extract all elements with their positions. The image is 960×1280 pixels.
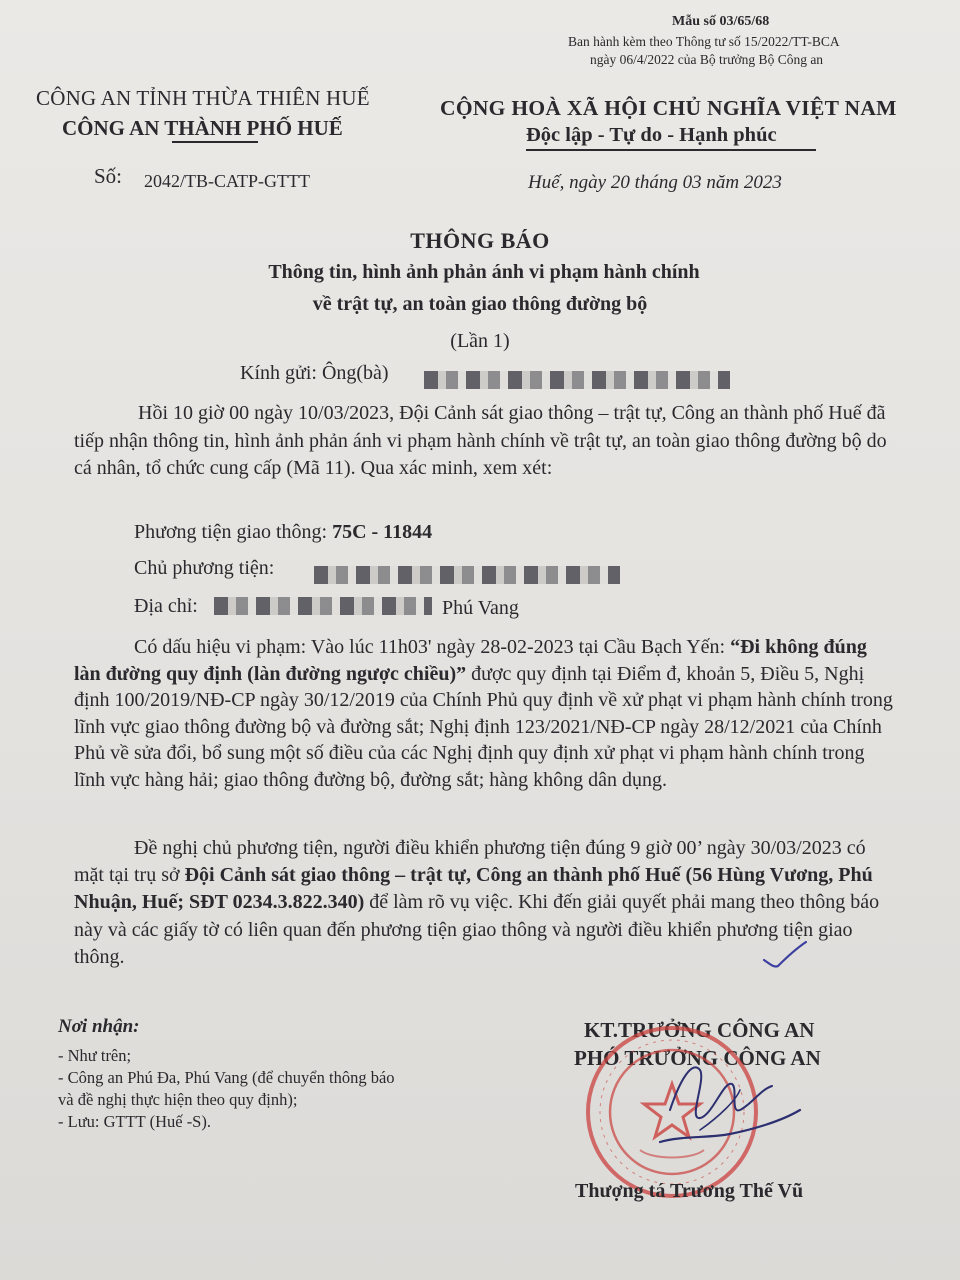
- request-end: để làm rõ vụ việc. Khi đến giải quyết phải mang theo thông báo này và các giấy tờ có liên quan đến phương tiện giao thông và người điều khiển phương tiện giao thông.: [74, 891, 880, 968]
- violation-name: “Đi không đúng làn đường quy định (làn đường ngược chiều)”: [74, 636, 867, 685]
- doc-number: 2042/TB-CATP-GTTT: [144, 171, 310, 191]
- recipients-title: Nơi nhận:: [58, 1016, 140, 1037]
- signature-title-1: KT.TRƯỞNG CÔNG AN: [584, 1018, 815, 1042]
- owner-label: Chủ phương tiện:: [134, 557, 275, 579]
- redacted-owner: [314, 566, 620, 584]
- form-number: Mẫu số 03/65/68: [672, 14, 770, 29]
- agency-parent: CÔNG AN TỈNH THỪA THIÊN HUẾ: [36, 86, 370, 110]
- document-title: THÔNG BÁO: [410, 228, 550, 253]
- document-subtitle-1: Thông tin, hình ảnh phản ánh vi phạm hành chính: [268, 261, 700, 283]
- intro-text: Hồi 10 giờ 00 ngày 10/03/2023, Đội Cảnh sát giao thông – trật tự, Công an thành phố Huế đã tiếp nhận thông tin, hình ảnh phản ánh vi phạm hành chính về trật tự, an toàn giao thông đường bộ do cá nhân, tổ chức cung cấp (Mã 11). Qua xác minh, xem xét:: [74, 402, 887, 479]
- vehicle-field: [134, 521, 432, 544]
- signature-title-2: PHÓ TRƯỞNG CÔNG AN: [574, 1046, 821, 1070]
- redacted-address: [214, 597, 432, 615]
- recipient-item: - Lưu: GTTT (Huế -S).: [58, 1112, 211, 1131]
- motto-underline: [526, 149, 816, 151]
- violation-intro: Có dấu hiệu vi phạm: Vào lúc 11h03' ngày 28-02-2023 tại Cầu Bạch Yến:: [134, 636, 726, 658]
- place-date: Huế, ngày 20 tháng 03 năm 2023: [528, 172, 782, 193]
- signer-name: Thượng tá Trương Thế Vũ: [575, 1180, 804, 1202]
- address-label: Địa chỉ:: [134, 595, 198, 617]
- vehicle-label: Phương tiện giao thông:: [134, 521, 328, 543]
- request-start: Đề nghị chủ phương tiện, người điều khiển phương tiện đúng 9 giờ 00’ ngày 30/03/2023 có mặt tại trụ sở: [74, 837, 866, 887]
- intro-paragraph: [74, 400, 894, 483]
- document-subtitle-2: về trật tự, an toàn giao thông đường bộ: [312, 293, 648, 315]
- doc-number-label: Số:: [94, 164, 123, 188]
- agency-underline: [172, 141, 258, 143]
- recipient-item: và đề nghị thực hiện theo quy định);: [58, 1090, 298, 1109]
- vehicle-plate: 75C - 11844: [332, 521, 433, 543]
- address-suffix: Phú Vang: [442, 597, 519, 619]
- agency-name: CÔNG AN THÀNH PHỐ HUẾ: [62, 116, 343, 140]
- redacted-addressee: [424, 371, 730, 389]
- recipient-item: - Công an Phú Đa, Phú Vang (để chuyển thông báo: [58, 1068, 395, 1087]
- form-issued-line-1: Ban hành kèm theo Thông tư số 15/2022/TT-BCA: [568, 34, 840, 49]
- national-motto: Độc lập - Tự do - Hạnh phúc: [526, 124, 777, 146]
- attempt-number: (Lần 1): [450, 330, 510, 352]
- addressee-label: Kính gửi: Ông(bà): [240, 362, 389, 384]
- recipient-item: - Như trên;: [58, 1046, 132, 1065]
- nation-name: CỘNG HOÀ XÃ HỘI CHỦ NGHĨA VIỆT NAM: [440, 96, 897, 120]
- request-paragraph: [74, 835, 892, 971]
- violation-legal: được quy định tại Điểm đ, khoản 5, Điều 5, Nghị định 100/2019/NĐ-CP ngày 30/12/2019 của Chính Phủ quy định về xử phạt vi phạm hành chính trong lĩnh vực giao thông đường bộ và đường sắt; Nghị định 123/2021/NĐ-CP ngày 28/12/2021 của Chính Phủ về sửa đổi, bổ sung một số điều của các Nghị định quy định xử phạt vi phạm hành chính trong lĩnh vực hàng hải; giao thông đường bộ, đường sắt; hàng không dân dụng.: [74, 662, 893, 791]
- form-issued-line-2: ngày 06/4/2022 của Bộ trưởng Bộ Công an: [590, 52, 824, 67]
- violation-paragraph: [74, 634, 894, 794]
- request-place: Đội Cảnh sát giao thông – trật tự, Công an thành phố Huế (56 Hùng Vương, Phú Nhuận, Huế; SĐT 0234.3.822.340): [74, 864, 873, 914]
